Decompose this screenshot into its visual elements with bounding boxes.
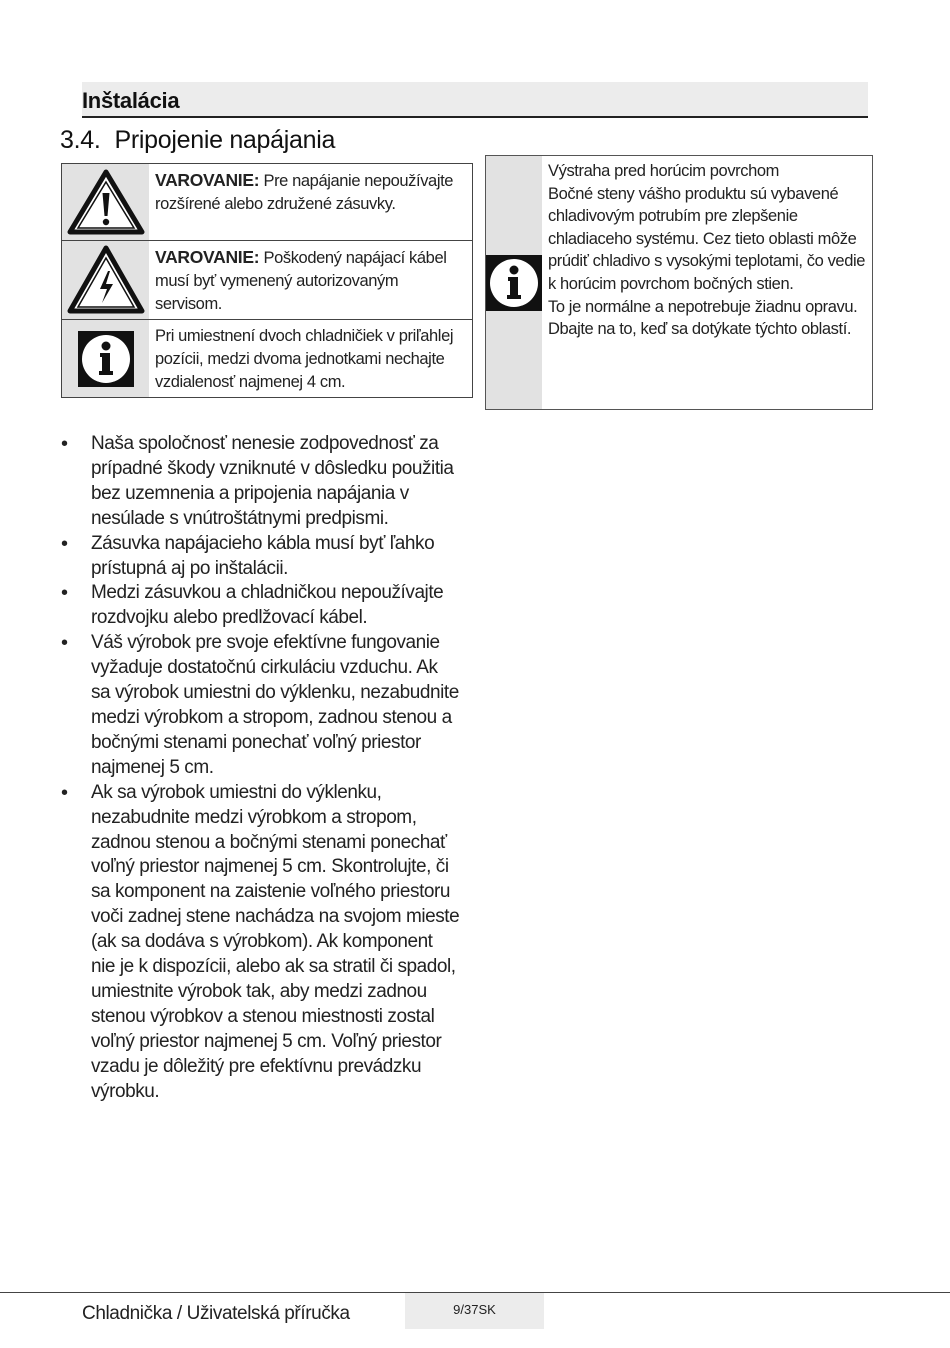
- list-item: • Naša spoločnosť nenesie zodpovednosť za prípadné škody vzniknuté v dôsledku použitia bez uzemnenia a pripojenia napájania v nesúlade s vnútroštátnymi predpismi.: [60, 432, 460, 532]
- warning-row: [62, 164, 472, 241]
- note-body: To je normálne a nepotrebuje žiadnu opravu. Dbajte na to, keď sa dotýkate týchto oblastí.: [548, 297, 858, 339]
- warning-body: Pri umiestnení dvoch chladničiek v priľahlej pozícii, medzi dvoma jednotkami nechajte vzdialenosť najmenej 4 cm.: [155, 327, 454, 391]
- list-item: • Zásuvka napájacieho kábla musí byť ľahko prístupná aj po inštalácii.: [60, 532, 460, 582]
- electric-hazard-icon: [62, 241, 149, 319]
- note-body: Bočné steny vášho produktu sú vybavené chladivovým potrubím pre zlepšenie chladiaceho systému. Cez tieto oblasti môže prúdiť chladivo s vysokými teplotami, čo vedie k horúcim povrchom bočných stien.: [548, 184, 866, 293]
- section-header: [82, 82, 868, 118]
- warning-body: Pre napájanie nepoužívajte rozšírené alebo združené zásuvky.: [155, 172, 454, 213]
- section-title-text: Pripojenie napájania: [114, 126, 336, 154]
- warning-label: VAROVANIE:: [155, 170, 260, 190]
- list-item: • Medzi zásuvkou a chladničkou nepoužívajte rozdvojku alebo predlžovací kábel.: [60, 581, 460, 631]
- note-text: [542, 156, 872, 409]
- section-header-label: Inštalácia: [82, 88, 180, 113]
- warning-text: [149, 164, 472, 240]
- note-heading: Výstraha pred horúcim povrchom: [548, 162, 780, 180]
- hot-surface-note: [485, 155, 873, 410]
- info-icon: [486, 156, 542, 409]
- warning-row: [62, 241, 472, 320]
- page-title: [60, 126, 335, 155]
- info-icon: [62, 320, 149, 397]
- list-item: • Váš výrobok pre svoje efektívne fungovanie vyžaduje dostatočnú cirkuláciu vzduchu. Ak sa výrobok umiestni do výklenku, nezabudnite medzi výrobkom a stropom, zadnou stenou a bočnými stenami ponechať voľný priestor najmenej 5 cm.: [60, 631, 460, 780]
- warning-text: [149, 320, 472, 397]
- page-number: 9/37SK: [405, 1293, 544, 1329]
- footer-document-title: Chladnička / Uživatelská příručka: [82, 1303, 350, 1324]
- section-number: 3.4.: [60, 126, 101, 154]
- exclamation-triangle-icon: [62, 164, 149, 240]
- warning-label: VAROVANIE:: [155, 247, 260, 267]
- warning-row: [62, 320, 472, 397]
- list-item: • Ak sa výrobok umiestni do výklenku, nezabudnite medzi výrobkom a stropom, zadnou stenou a bočnými stenami ponechať voľný priestor najmenej 5 cm. Skontrolujte, či sa komponent na zaistenie voľného priestoru voči zadnej stene nachádza na svojom mieste (ak sa dodáva s výrobkom). Ak komponent nie je k dispozícii, alebo ak sa stratil či spadol, umiestnite výrobok tak, aby medzi zadnou stenou výrobkov a stenou miestnosti zostal voľný priestor najmenej 5 cm. Voľný priestor vzadu je dôležitý pre efektívnu prevádzku výrobku.: [60, 781, 460, 1105]
- warning-body: Poškodený napájací kábel musí byť vymenený autorizovaným servisom.: [155, 249, 447, 313]
- warning-text: [149, 241, 472, 319]
- warnings-table: [61, 163, 473, 398]
- bullet-list: [60, 432, 460, 1104]
